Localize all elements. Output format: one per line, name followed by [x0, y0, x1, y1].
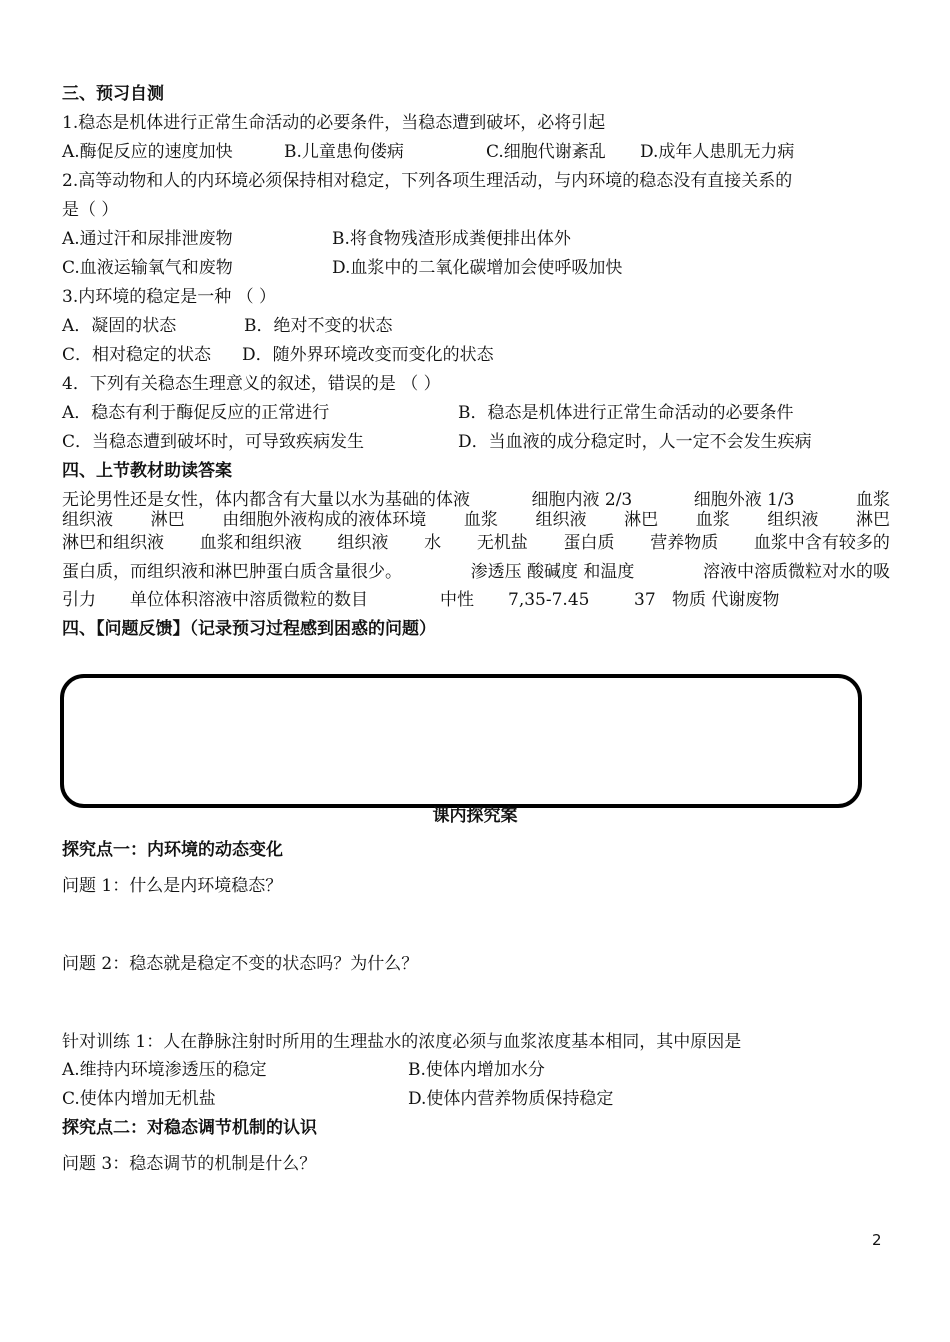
explore-question-1: 问题 1：什么是内环境稳态？ — [62, 876, 283, 896]
answers-line-2 — [62, 508, 890, 532]
q3-option-b: B．绝对不变的状态 — [244, 316, 393, 336]
question-1-options — [62, 140, 862, 164]
question-2-stem-line2: 是（ ） — [62, 200, 119, 220]
answers-line-3 — [62, 531, 890, 555]
q1-option-a: A.酶促反应的速度加快 — [62, 142, 233, 162]
training-1-options-row2 — [62, 1087, 862, 1111]
question-3-stem: 3.内环境的稳定是一种 （ ） — [62, 287, 277, 307]
q3-options-row2 — [62, 343, 862, 367]
q2-option-a: A.通过汗和尿排泄废物 — [62, 229, 233, 249]
answer-text: 蛋白质，而组织液和淋巴肿蛋白质含量很少。 — [62, 562, 402, 582]
answers-line-5 — [62, 588, 822, 612]
q2-options-row1 — [62, 227, 862, 251]
q2-option-b: B.将食物残渣形成粪便排出体外 — [332, 229, 571, 249]
explore-question-3: 问题 3：稳态调节的机制是什么？ — [62, 1154, 317, 1174]
q4-option-d: D．当血液的成分稳定时，人一定不会发生疾病 — [458, 432, 812, 452]
answer-text: 组织液 — [62, 510, 113, 530]
answer-text: 组织液 — [767, 510, 819, 530]
answer-text: 淋巴 — [856, 510, 890, 530]
answer-text: 溶液中溶质微粒对水的吸 — [703, 562, 890, 582]
q3-option-d: D．随外界环境改变而变化的状态 — [242, 345, 494, 365]
question-4-stem: 4．下列有关稳态生理意义的叙述，错误的是 （ ） — [62, 374, 441, 394]
page-number: 2 — [872, 1231, 882, 1249]
answer-text: 引力 — [62, 590, 96, 610]
q4-options-row2 — [62, 430, 882, 454]
answer-text: 37 — [634, 590, 656, 610]
answer-text: 单位体积溶液中溶质微粒的数目 — [130, 590, 368, 610]
explore-point-1: 探究点一：内环境的动态变化 — [62, 840, 283, 860]
training-1-option-d: D.使体内营养物质保持稳定 — [408, 1089, 614, 1109]
training-1-option-b: B.使体内增加水分 — [408, 1060, 545, 1080]
question-2-stem-line1: 2.高等动物和人的内环境必须保持相对稳定，下列各项生理活动，与内环境的稳态没有直接关系的 — [62, 171, 793, 191]
question-1-stem: 1.稳态是机体进行正常生命活动的必要条件，当稳态遭到破坏，必将引起 — [62, 113, 606, 133]
answers-line-4 — [62, 560, 890, 584]
answer-text: 营养物质 — [650, 533, 719, 553]
answer-text: 物质 代谢废物 — [672, 590, 780, 610]
answer-text: 7,35-7.45 — [508, 590, 590, 610]
answer-text: 蛋白质 — [563, 533, 615, 553]
answer-text: 淋巴 — [150, 510, 185, 530]
q1-option-c: C.细胞代谢紊乱 — [486, 142, 606, 162]
q3-option-c: C．相对稳定的状态 — [62, 345, 212, 365]
answer-text: 无论男性还是女性，体内都含有大量以水为基础的体液 — [62, 490, 470, 510]
answer-text: 血浆中含有较多的 — [753, 533, 890, 553]
q3-option-a: A．凝固的状态 — [62, 316, 177, 336]
answer-text: 血浆和组织液 — [199, 533, 302, 553]
section-heading-reading-answers: 四、上节教材助读答案 — [62, 461, 232, 481]
q1-option-b: B.儿童患佝偻病 — [284, 142, 404, 162]
feedback-writing-box[interactable] — [60, 674, 862, 808]
q2-options-row2 — [62, 256, 862, 280]
answer-text: 组织液 — [535, 510, 587, 530]
answer-text: 血浆 — [463, 510, 498, 530]
answer-text: 血浆 — [855, 490, 890, 510]
training-1-option-c: C.使体内增加无机盐 — [62, 1089, 216, 1109]
q2-option-c: C.血液运输氧气和废物 — [62, 258, 233, 278]
answer-text: 无机盐 — [476, 533, 528, 553]
explore-question-2: 问题 2：稳态就是稳定不变的状态吗？为什么？ — [62, 954, 419, 974]
answer-text: 由细胞外液构成的液体环境 — [222, 510, 427, 530]
q3-options-row1 — [62, 314, 862, 338]
training-1-options-row1 — [62, 1058, 862, 1082]
answer-text: 组织液 — [337, 533, 389, 553]
q4-option-a: A．稳态有利于酶促反应的正常进行 — [62, 403, 330, 423]
q4-option-b: B．稳态是机体进行正常生命活动的必要条件 — [458, 403, 794, 423]
q4-option-c: C．当稳态遭到破坏时，可导致疾病发生 — [62, 432, 365, 452]
answer-text: 水 — [424, 533, 442, 553]
section-heading-feedback: 四、【问题反馈】（记录预习过程感到困惑的问题） — [62, 619, 436, 639]
answer-text: 中性 — [440, 590, 474, 610]
answer-text: 淋巴 — [624, 510, 659, 530]
q4-options-row1 — [62, 401, 882, 425]
training-1-option-a: A.维持内环境渗透压的稳定 — [62, 1060, 267, 1080]
answer-text: 细胞外液 1/3 — [693, 490, 795, 510]
answer-text: 细胞内液 2/3 — [531, 490, 633, 510]
answer-text: 渗透压 酸碱度 和温度 — [470, 562, 635, 582]
answer-text: 血浆 — [695, 510, 730, 530]
q2-option-d: D.血浆中的二氧化碳增加会使呼吸加快 — [332, 258, 623, 278]
answer-text: 淋巴和组织液 — [62, 533, 164, 553]
section-heading-self-test: 三、预习自测 — [62, 84, 164, 104]
q1-option-d: D.成年人患肌无力病 — [640, 142, 795, 162]
explore-point-2: 探究点二：对稳态调节机制的认识 — [62, 1118, 317, 1138]
training-1-stem: 针对训练 1：人在静脉注射时所用的生理盐水的浓度必须与血浆浓度基本相同，其中原因是 — [62, 1032, 742, 1052]
explore-title: 课内探究案 — [432, 806, 518, 826]
